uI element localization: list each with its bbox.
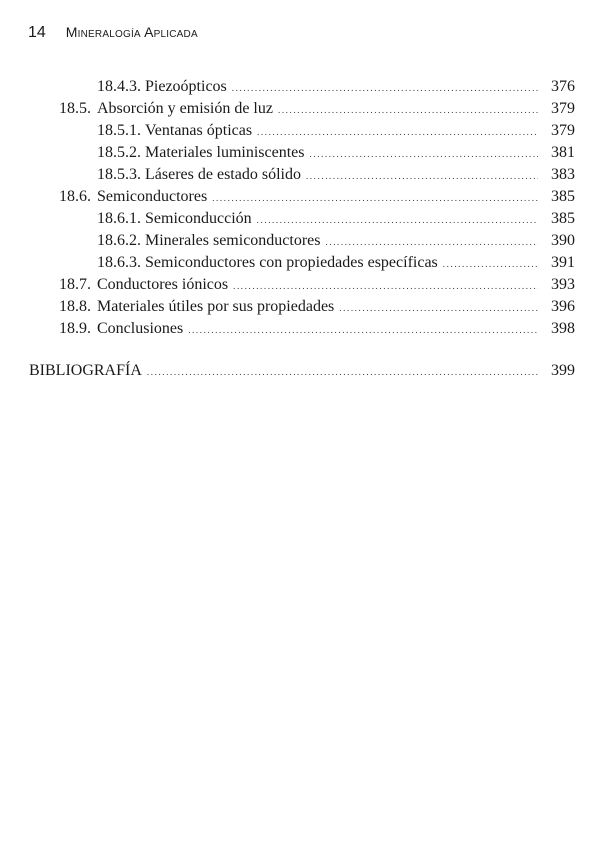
toc-entry-page: 376 bbox=[551, 78, 575, 95]
toc-entry-number: 18.6. bbox=[59, 188, 91, 205]
toc-entry-page: 391 bbox=[551, 254, 575, 271]
toc-entry-number: 18.8. bbox=[59, 298, 91, 315]
dot-leader bbox=[326, 231, 539, 253]
toc-entry-number: 18.6.1. bbox=[97, 210, 141, 227]
toc-entry-number: 18.5.1. bbox=[97, 122, 141, 139]
toc-entry-title: BIBLIOGRAFÍA bbox=[29, 362, 142, 379]
toc-entry-title: Láseres de estado sólido bbox=[145, 166, 301, 183]
toc-entry-title: Materiales útiles por sus propiedades bbox=[97, 298, 335, 315]
toc-entry-page: 379 bbox=[551, 122, 575, 139]
toc-entry-number: 18.4.3. bbox=[97, 78, 141, 95]
running-title: Mineralogía Aplicada bbox=[65, 24, 198, 40]
toc-entry-number: 18.7. bbox=[59, 276, 91, 293]
toc-entry-bibliography bbox=[0, 360, 600, 382]
toc-entry-number: 18.6.2. bbox=[97, 232, 141, 249]
toc-entry-page: 383 bbox=[551, 166, 575, 183]
toc-entry-number: 18.5. bbox=[59, 100, 91, 117]
page-header bbox=[28, 24, 198, 42]
toc-entry-title: Piezoópticos bbox=[145, 78, 227, 95]
dot-leader bbox=[257, 121, 538, 143]
page-number: 14 bbox=[28, 24, 46, 41]
dot-leader bbox=[306, 165, 538, 187]
dot-leader bbox=[443, 253, 538, 275]
toc-entry bbox=[0, 120, 600, 142]
dot-leader bbox=[188, 319, 538, 341]
toc-entry-number: 18.9. bbox=[59, 320, 91, 337]
toc-entry bbox=[0, 230, 600, 252]
toc-entry-number: 18.5.2. bbox=[97, 144, 141, 161]
toc-entry-page: 398 bbox=[551, 320, 575, 337]
toc-entry bbox=[0, 208, 600, 230]
dot-leader bbox=[278, 99, 538, 121]
toc-entry-title: Semiconductores con propiedades específicas bbox=[145, 254, 438, 271]
toc-entry bbox=[0, 274, 600, 296]
toc-entry-page: 385 bbox=[551, 210, 575, 227]
toc-entry-page: 385 bbox=[551, 188, 575, 205]
toc-entry bbox=[0, 142, 600, 164]
toc-entry-title: Conductores iónicos bbox=[97, 276, 229, 293]
toc-entry-title: Absorción y emisión de luz bbox=[97, 100, 273, 117]
toc-entry-title: Semiconductores bbox=[97, 188, 208, 205]
toc-entry-page: 381 bbox=[551, 144, 575, 161]
toc-entry-title: Ventanas ópticas bbox=[145, 122, 253, 139]
dot-leader bbox=[212, 187, 538, 209]
toc-entry bbox=[0, 186, 600, 208]
toc-entry-page: 379 bbox=[551, 100, 575, 117]
toc-entry bbox=[0, 252, 600, 274]
dot-leader bbox=[232, 77, 538, 99]
toc-entry-title: Semiconducción bbox=[145, 210, 252, 227]
dot-leader bbox=[147, 361, 538, 383]
dot-leader bbox=[310, 143, 538, 165]
toc-entry bbox=[0, 296, 600, 318]
toc-entry bbox=[0, 164, 600, 186]
dot-leader bbox=[257, 209, 538, 231]
toc-entry-title: Minerales semiconductores bbox=[145, 232, 321, 249]
toc-entry-page: 393 bbox=[551, 276, 575, 293]
toc-entry bbox=[0, 98, 600, 120]
toc-entry-page: 396 bbox=[551, 298, 575, 315]
toc-entry bbox=[0, 318, 600, 340]
toc-entry-page: 399 bbox=[551, 362, 575, 379]
toc-entry-title: Conclusiones bbox=[97, 320, 184, 337]
dot-leader bbox=[233, 275, 538, 297]
toc-entry bbox=[0, 76, 600, 98]
toc-entry-page: 390 bbox=[551, 232, 575, 249]
toc-entry-title: Materiales luminiscentes bbox=[145, 144, 305, 161]
toc-entry-number: 18.5.3. bbox=[97, 166, 141, 183]
dot-leader bbox=[339, 297, 538, 319]
toc-entry-number: 18.6.3. bbox=[97, 254, 141, 271]
